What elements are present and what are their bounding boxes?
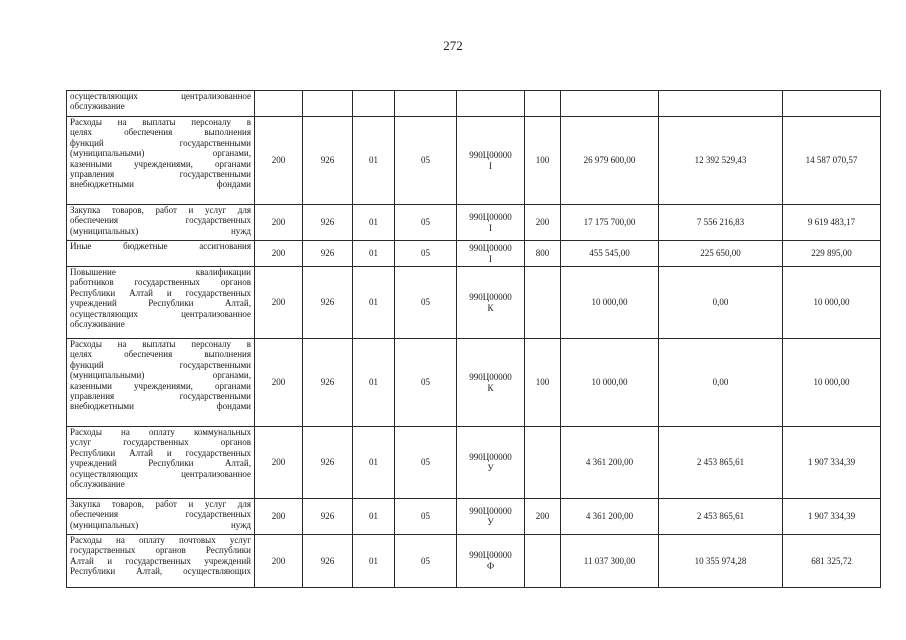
cell-subsection-code: 05 — [395, 499, 457, 535]
cell-target-article — [457, 91, 525, 117]
cell-amount-remaining: 10 000,00 — [783, 267, 881, 339]
table-body — [67, 91, 881, 588]
cell-section-code: 01 — [353, 535, 395, 588]
description-line: внебюджетными фондами — [70, 179, 251, 190]
cell-subsection-code: 05 — [395, 339, 457, 427]
cell-amount-planned: 4 361 200,00 — [561, 499, 659, 535]
description-line: Республики Алтай, осуществляющих — [70, 566, 251, 577]
description-line: (муниципальными) органами, — [70, 148, 251, 159]
cell-target-article: 990Ц00000 У — [457, 427, 525, 499]
cell-amount-executed: 10 355 974,28 — [659, 535, 783, 588]
cell-target-article: 990Ц00000 К — [457, 267, 525, 339]
description-line: Алтай и государственных учреждений — [70, 555, 251, 566]
row-description — [67, 91, 255, 117]
cell-department-code: 926 — [303, 339, 353, 427]
cell-amount-executed: 12 392 529,43 — [659, 117, 783, 205]
cell-admin-code — [255, 91, 303, 117]
cell-amount-planned — [561, 91, 659, 117]
cell-department-code: 926 — [303, 205, 353, 241]
description-line: Расходы на выплаты персоналу в — [70, 339, 251, 349]
description-line: осуществляющих централизованное — [70, 468, 251, 479]
description-line: Повышение квалификации — [70, 267, 251, 277]
cell-admin-code: 200 — [255, 339, 303, 427]
description-line: учреждений Республики Алтай, — [70, 298, 251, 309]
description-line: обеспечения государственных — [70, 509, 251, 520]
cell-department-code: 926 — [303, 117, 353, 205]
cell-subsection-code: 05 — [395, 205, 457, 241]
cell-expense-type: 100 — [525, 117, 561, 205]
description-line: Республики Алтай и государственных — [70, 287, 251, 298]
description-line: Расходы на оплату почтовых услуг — [70, 535, 251, 545]
cell-target-article: 990Ц00000 I — [457, 205, 525, 241]
description-line: Расходы на выплаты персоналу в — [70, 117, 251, 127]
cell-amount-executed: 7 556 216,83 — [659, 205, 783, 241]
description-line: обеспечения государственных — [70, 215, 251, 226]
description-line: казенными учреждениями, органами — [70, 158, 251, 169]
cell-amount-executed: 2 453 865,61 — [659, 427, 783, 499]
cell-subsection-code: 05 — [395, 117, 457, 205]
cell-expense-type — [525, 267, 561, 339]
cell-amount-executed: 0,00 — [659, 339, 783, 427]
cell-section-code: 01 — [353, 267, 395, 339]
table-row — [67, 339, 881, 427]
row-description — [67, 267, 255, 339]
cell-department-code: 926 — [303, 427, 353, 499]
row-description — [67, 241, 255, 267]
cell-target-article: 990Ц00000 Ф — [457, 535, 525, 588]
cell-amount-remaining — [783, 91, 881, 117]
description-line: управления государственными — [70, 391, 251, 402]
description-line: государственных органов Республики — [70, 545, 251, 556]
description-line: функций государственными — [70, 359, 251, 370]
cell-amount-planned: 10 000,00 — [561, 339, 659, 427]
description-line: Республики Алтай и государственных — [70, 447, 251, 458]
cell-amount-remaining: 681 325,72 — [783, 535, 881, 588]
description-line: обслуживание — [70, 479, 125, 490]
description-line: Закупка товаров, работ и услуг для — [70, 499, 251, 509]
cell-expense-type: 200 — [525, 205, 561, 241]
table-row — [67, 427, 881, 499]
description-line: (муниципальных) нужд — [70, 519, 251, 530]
description-line: обслуживание — [70, 101, 125, 112]
cell-expense-type — [525, 535, 561, 588]
cell-expense-type — [525, 91, 561, 117]
row-description — [67, 339, 255, 427]
cell-amount-planned: 26 979 600,00 — [561, 117, 659, 205]
description-line: функций государственными — [70, 137, 251, 148]
description-line: работников государственных органов — [70, 277, 251, 288]
description-line: осуществляющих централизованное — [70, 91, 251, 101]
cell-department-code: 926 — [303, 499, 353, 535]
cell-admin-code: 200 — [255, 117, 303, 205]
cell-admin-code: 200 — [255, 427, 303, 499]
description-line: обслуживание — [70, 319, 125, 330]
description-line: (муниципальных) нужд — [70, 225, 251, 236]
cell-amount-planned: 455 545,00 — [561, 241, 659, 267]
cell-expense-type: 100 — [525, 339, 561, 427]
page-number: 272 — [443, 38, 463, 53]
row-description — [67, 205, 255, 241]
row-description — [67, 499, 255, 535]
description-line: услуг государственных органов — [70, 437, 251, 448]
cell-target-article: 990Ц00000 I — [457, 117, 525, 205]
row-description — [67, 427, 255, 499]
row-description — [67, 535, 255, 588]
cell-amount-planned: 4 361 200,00 — [561, 427, 659, 499]
cell-amount-remaining: 1 907 334,39 — [783, 499, 881, 535]
table-row — [67, 205, 881, 241]
cell-amount-remaining: 9 619 483,17 — [783, 205, 881, 241]
cell-section-code: 01 — [353, 205, 395, 241]
cell-section-code — [353, 91, 395, 117]
cell-admin-code: 200 — [255, 241, 303, 267]
cell-department-code — [303, 91, 353, 117]
description-line: казенными учреждениями, органами — [70, 380, 251, 391]
cell-subsection-code: 05 — [395, 241, 457, 267]
cell-subsection-code — [395, 91, 457, 117]
cell-amount-remaining: 10 000,00 — [783, 339, 881, 427]
cell-amount-executed: 225 650,00 — [659, 241, 783, 267]
cell-department-code: 926 — [303, 267, 353, 339]
cell-section-code: 01 — [353, 427, 395, 499]
cell-amount-planned: 17 175 700,00 — [561, 205, 659, 241]
table-row — [67, 267, 881, 339]
description-line: целях обеспечения выполнения — [70, 349, 251, 360]
cell-section-code: 01 — [353, 241, 395, 267]
cell-subsection-code: 05 — [395, 427, 457, 499]
table-row — [67, 535, 881, 588]
row-description — [67, 117, 255, 205]
cell-amount-planned: 11 037 300,00 — [561, 535, 659, 588]
cell-subsection-code: 05 — [395, 535, 457, 588]
description-line: целях обеспечения выполнения — [70, 127, 251, 138]
cell-expense-type: 200 — [525, 499, 561, 535]
cell-admin-code: 200 — [255, 205, 303, 241]
cell-amount-executed: 2 453 865,61 — [659, 499, 783, 535]
cell-amount-remaining: 14 587 070,57 — [783, 117, 881, 205]
cell-section-code: 01 — [353, 117, 395, 205]
cell-target-article: 990Ц00000 К — [457, 339, 525, 427]
cell-target-article: 990Ц00000 I — [457, 241, 525, 267]
description-line: осуществляющих централизованное — [70, 308, 251, 319]
cell-admin-code: 200 — [255, 499, 303, 535]
cell-section-code: 01 — [353, 499, 395, 535]
description-line: Расходы на оплату коммунальных — [70, 427, 251, 437]
description-line: управления государственными — [70, 169, 251, 180]
cell-amount-remaining: 1 907 334,39 — [783, 427, 881, 499]
cell-amount-planned: 10 000,00 — [561, 267, 659, 339]
cell-section-code: 01 — [353, 339, 395, 427]
cell-amount-executed: 0,00 — [659, 267, 783, 339]
cell-expense-type: 800 — [525, 241, 561, 267]
description-line: Закупка товаров, работ и услуг для — [70, 205, 251, 215]
table-row — [67, 241, 881, 267]
budget-table — [66, 90, 881, 588]
description-line: учреждений Республики Алтай, — [70, 458, 251, 469]
cell-department-code: 926 — [303, 535, 353, 588]
cell-expense-type — [525, 427, 561, 499]
table-row — [67, 499, 881, 535]
cell-amount-remaining: 229 895,00 — [783, 241, 881, 267]
description-line: Иные бюджетные ассигнования — [70, 241, 251, 251]
cell-department-code: 926 — [303, 241, 353, 267]
cell-admin-code: 200 — [255, 267, 303, 339]
description-line: (муниципальными) органами, — [70, 370, 251, 381]
cell-subsection-code: 05 — [395, 267, 457, 339]
table-row — [67, 117, 881, 205]
cell-amount-executed — [659, 91, 783, 117]
table-row — [67, 91, 881, 117]
description-line: внебюджетными фондами — [70, 401, 251, 412]
cell-target-article: 990Ц00000 У — [457, 499, 525, 535]
cell-admin-code: 200 — [255, 535, 303, 588]
